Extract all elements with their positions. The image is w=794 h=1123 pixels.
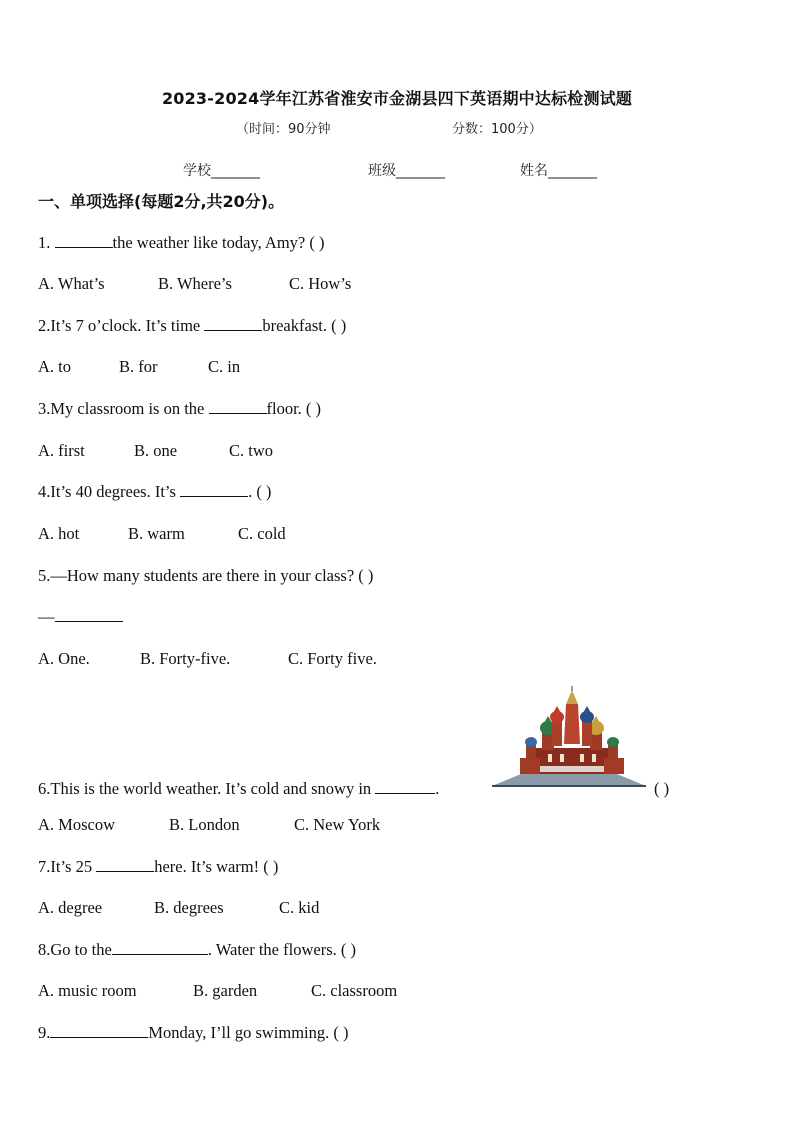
question-text: 6.This is the world weather. It’s cold and snowy in: [38, 779, 376, 798]
answer-blank[interactable]: [50, 1023, 148, 1038]
option-b[interactable]: B. degrees: [154, 898, 224, 917]
option-a[interactable]: A. first: [38, 441, 85, 460]
moscow-cathedral-picture: [492, 686, 646, 788]
option-b[interactable]: B. Forty-five.: [140, 649, 231, 668]
question-text: here. It’s warm! ( ): [154, 857, 279, 876]
question-text: 7.It’s 25: [38, 857, 97, 876]
question-4: [38, 482, 271, 502]
question-6: [38, 779, 439, 799]
option-a[interactable]: A. One.: [38, 649, 90, 668]
exam-score: 分数：100分）: [452, 122, 542, 137]
answer-blank[interactable]: [209, 399, 267, 414]
question-text: 3.My classroom is on the: [38, 399, 209, 418]
question-1: [38, 233, 324, 253]
option-c[interactable]: C. How’s: [289, 274, 352, 293]
answer-blank[interactable]: [96, 857, 154, 872]
option-b[interactable]: B. London: [169, 815, 240, 834]
page-title: 2023-2024学年江苏省淮安市金湖县四下英语期中达标检测试题: [161, 89, 633, 108]
class-field[interactable]: 班级_______: [368, 163, 445, 179]
option-c[interactable]: C. two: [229, 441, 274, 460]
option-c[interactable]: C. cold: [238, 524, 286, 543]
option-c[interactable]: C. New York: [294, 815, 381, 834]
question-text: 8.Go to the: [38, 940, 112, 959]
question-text: breakfast. ( ): [262, 316, 347, 335]
answer-parentheses[interactable]: ( ): [654, 779, 670, 798]
question-text: .: [435, 779, 440, 798]
option-b[interactable]: B. garden: [193, 981, 258, 1000]
option-a[interactable]: A. to: [38, 357, 71, 376]
option-b[interactable]: B. Where’s: [158, 274, 232, 293]
question-8: [38, 940, 356, 960]
section-heading: 一、单项选择(每题2分,共20分)。: [38, 192, 285, 211]
question-5-answer-line: [38, 607, 123, 627]
question-7: [38, 857, 278, 877]
option-c[interactable]: C. in: [208, 357, 241, 376]
option-c[interactable]: C. kid: [279, 898, 320, 917]
option-a[interactable]: A. Moscow: [38, 815, 115, 834]
answer-blank[interactable]: [55, 233, 113, 248]
answer-blank[interactable]: [375, 779, 435, 794]
answer-blank[interactable]: [112, 940, 208, 955]
question-text: 1.: [38, 233, 55, 252]
question-text: 4.It’s 40 degrees. It’s: [38, 482, 181, 501]
question-text: Monday, I’ll go swimming. ( ): [148, 1023, 349, 1042]
question-text: . ( ): [248, 482, 272, 501]
name-field[interactable]: 姓名_______: [520, 163, 597, 179]
question-9: [38, 1023, 349, 1043]
option-a[interactable]: A. hot: [38, 524, 80, 543]
option-c[interactable]: C. classroom: [311, 981, 398, 1000]
answer-blank[interactable]: [204, 316, 262, 331]
question-text: floor. ( ): [266, 399, 322, 418]
question-text: . Water the flowers. ( ): [207, 940, 356, 959]
question-2: [38, 316, 346, 336]
question-3: [38, 399, 321, 419]
question-text: 9.: [38, 1023, 51, 1042]
answer-blank[interactable]: [180, 482, 248, 497]
question-text: the weather like today, Amy? ( ): [112, 233, 325, 252]
option-a[interactable]: A. music room: [38, 981, 137, 1000]
option-a[interactable]: A. degree: [38, 898, 103, 917]
option-b[interactable]: B. warm: [128, 524, 185, 543]
exam-time: （时间：90分钟: [236, 122, 331, 137]
option-a[interactable]: A. What’s: [38, 274, 105, 293]
question-text: 2.It’s 7 o’clock. It’s time: [38, 316, 205, 335]
dialogue-dash: —: [38, 607, 55, 626]
school-field[interactable]: 学校_______: [183, 163, 260, 179]
answer-blank[interactable]: [55, 607, 123, 622]
option-c[interactable]: C. Forty five.: [288, 649, 377, 668]
option-b[interactable]: B. for: [119, 357, 158, 376]
question-5: 5.—How many students are there in your class? ( ): [38, 566, 374, 585]
option-b[interactable]: B. one: [134, 441, 178, 460]
